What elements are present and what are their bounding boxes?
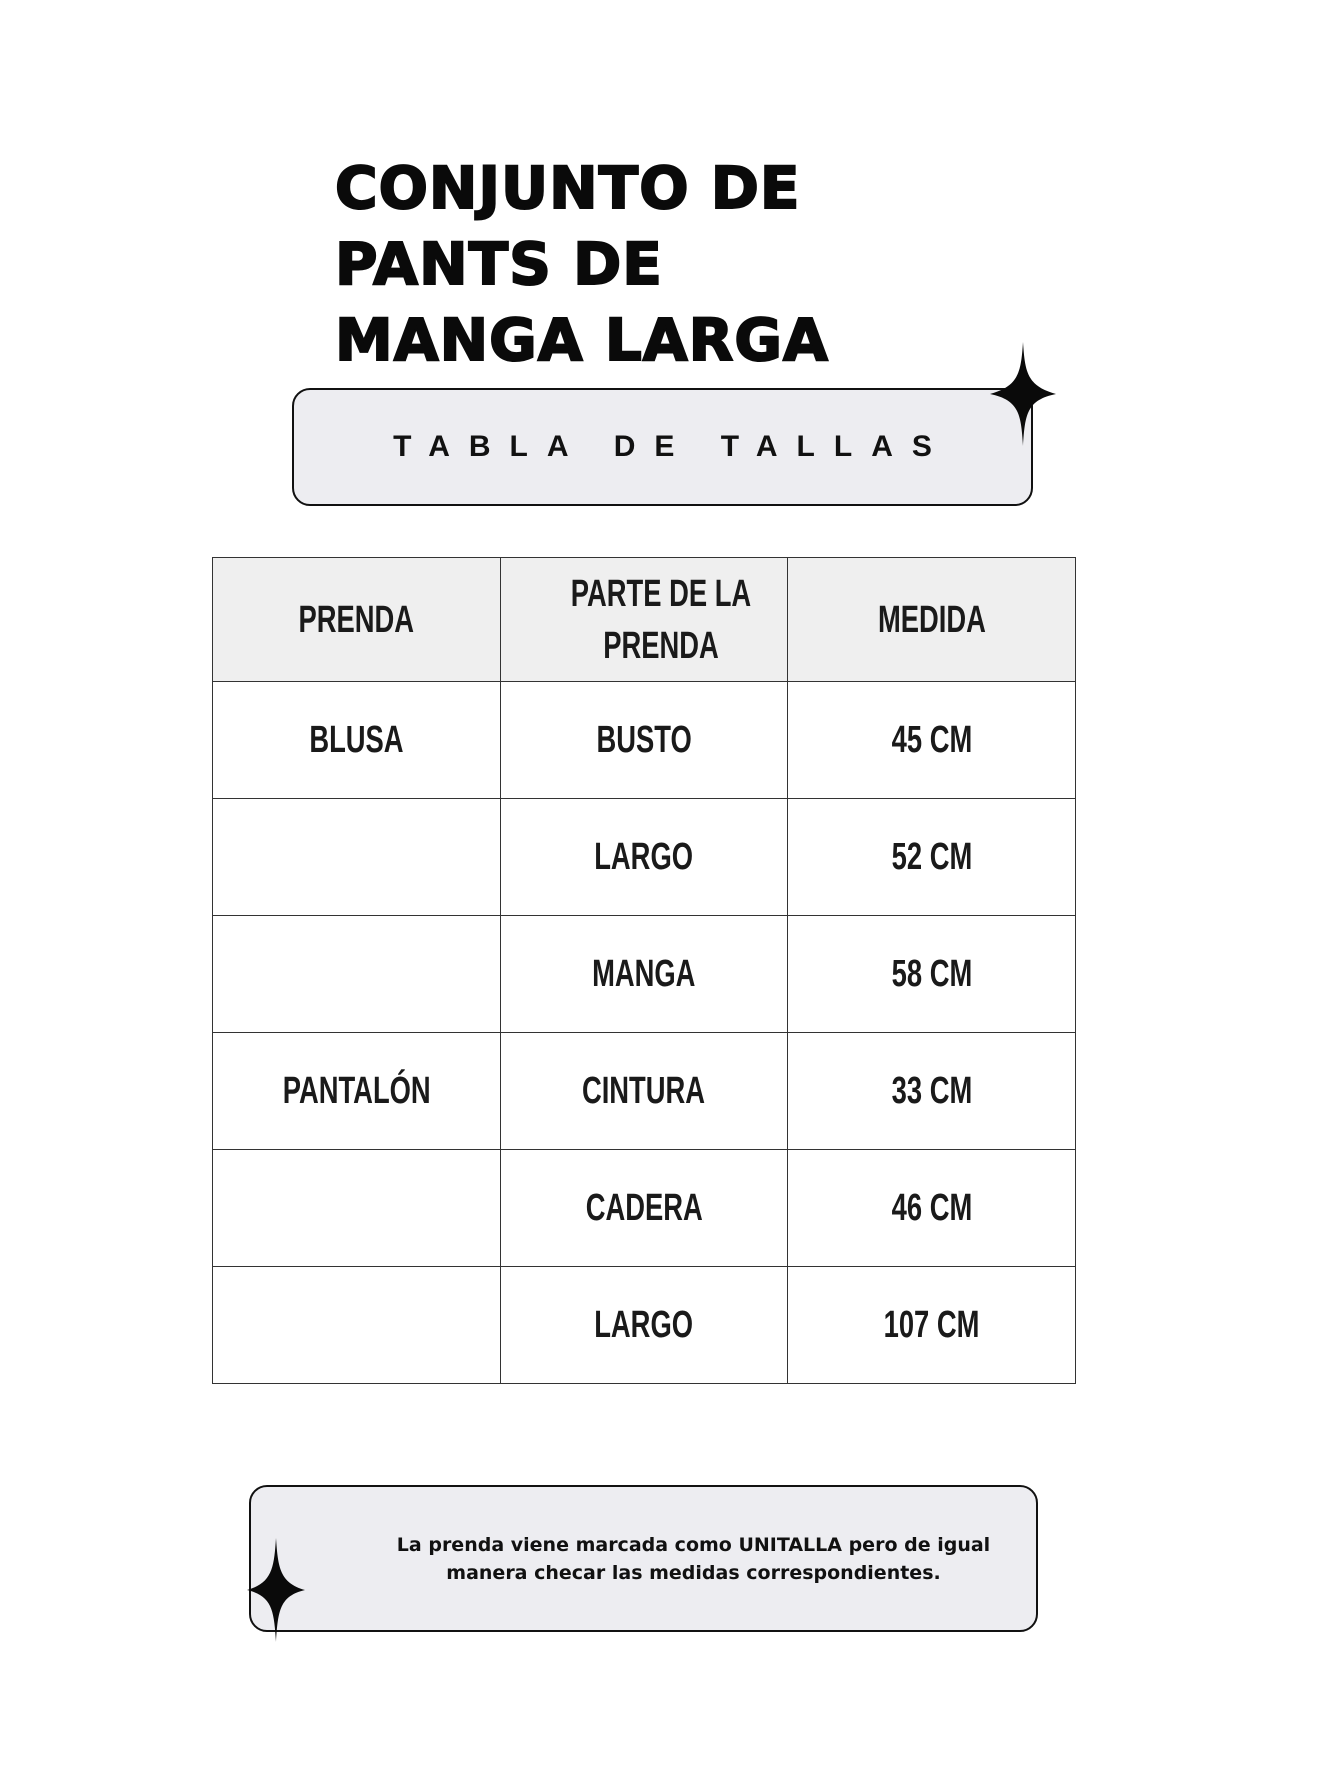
table-row: [213, 1150, 1076, 1267]
size-table: [212, 557, 1076, 1384]
cell-prenda: [213, 916, 501, 1033]
cell-medida: 45 CM: [788, 682, 1076, 799]
title-line-1: CONJUNTO DE: [335, 154, 801, 222]
table-row: [213, 1033, 1076, 1150]
cell-medida: 58 CM: [788, 916, 1076, 1033]
header-medida: MEDIDA: [788, 558, 1076, 682]
cell-medida: 33 CM: [788, 1033, 1076, 1150]
header-prenda: PRENDA: [213, 558, 501, 682]
cell-parte: CADERA: [500, 1150, 788, 1267]
cell-parte: CINTURA: [500, 1033, 788, 1150]
cell-prenda: [213, 1150, 501, 1267]
cell-prenda: [213, 1267, 501, 1384]
cell-medida: 46 CM: [788, 1150, 1076, 1267]
cell-parte: LARGO: [500, 1267, 788, 1384]
table-header-row: [213, 558, 1076, 682]
table-row: [213, 916, 1076, 1033]
page-title: [335, 150, 1055, 378]
banner-label: TABLA DE TALLAS: [393, 430, 951, 463]
cell-medida: 52 CM: [788, 799, 1076, 916]
four-point-star-icon: [990, 342, 1056, 446]
cell-prenda: BLUSA: [213, 682, 501, 799]
title-line-2: PANTS DE: [335, 230, 663, 298]
title-line-3: MANGA LARGA: [335, 306, 829, 374]
size-note-text: La prenda viene marcada como UNITALLA pero de igual manera checar las medidas correspondientes.: [396, 1533, 991, 1584]
cell-medida: 107 CM: [788, 1267, 1076, 1384]
table-row: [213, 682, 1076, 799]
size-chart-banner: [292, 388, 1033, 506]
four-point-star-icon: [247, 1538, 305, 1642]
header-parte: PARTE DE LA PRENDA: [500, 558, 788, 682]
cell-parte: MANGA: [500, 916, 788, 1033]
size-note-box: [249, 1485, 1038, 1632]
cell-prenda: PANTALÓN: [213, 1033, 501, 1150]
cell-parte: LARGO: [500, 799, 788, 916]
cell-prenda: [213, 799, 501, 916]
table-row: [213, 799, 1076, 916]
table-row: [213, 1267, 1076, 1384]
cell-parte: BUSTO: [500, 682, 788, 799]
